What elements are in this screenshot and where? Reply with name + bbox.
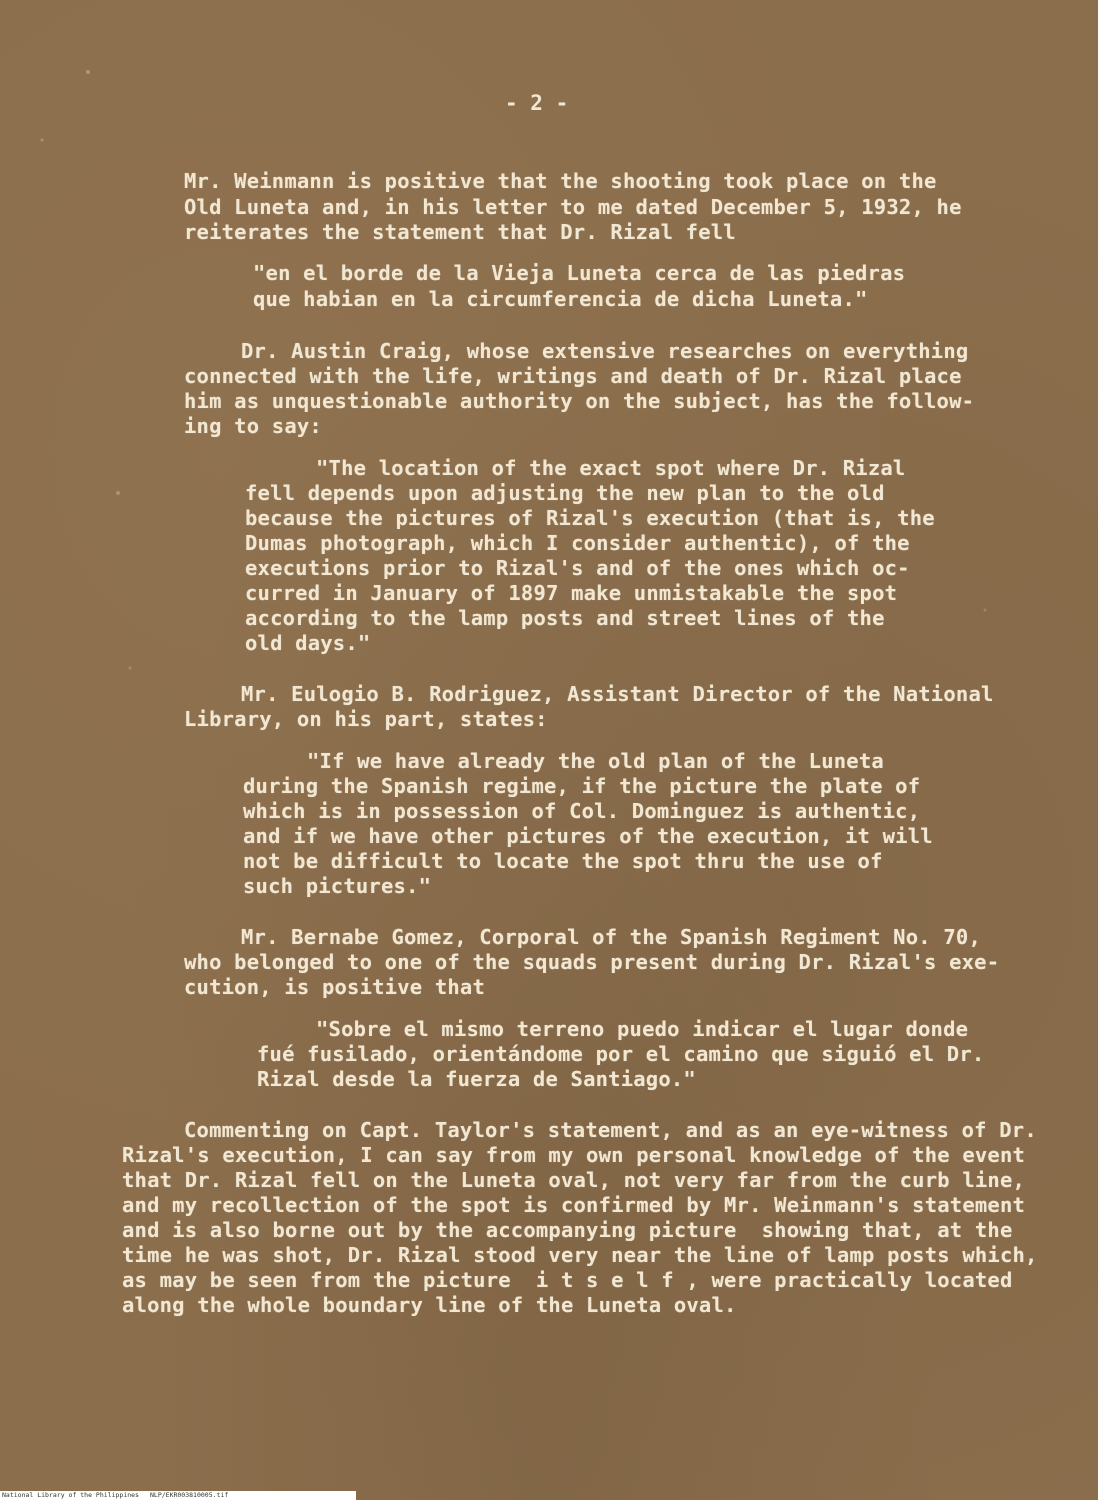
quote-line: during the Spanish regime, if the picture the plate of [243,774,921,798]
quote-line: Rizal desde la fuerza de Santiago." [257,1067,696,1091]
quote-line: fué fusilado, orientándome por el camino que siguió el Dr. [257,1042,985,1066]
quote-line: not be difficult to locate the spot thru the use of [243,849,883,873]
text-line: Mr. Weinmann is positive that the shooting took place on the [184,169,937,193]
scan-footer [0,1491,356,1500]
footer-source: National Library of the Philippines [2,1491,139,1499]
quote-line: which is in possession of Col. Dominguez is authentic, [243,799,921,823]
quote-line: "If we have already the old plan of the Luneta [307,749,884,773]
text-line: Commenting on Capt. Taylor's statement, and as an eye-witness of Dr. [184,1118,1037,1142]
text-line: that Dr. Rizal fell on the Luneta oval, not very far from the curb line, [122,1168,1026,1192]
quote-line: "en el borde de la Vieja Luneta cerca de las piedras [253,261,906,285]
quote-line: according to the lamp posts and street lines of the [245,606,885,630]
quote-line: curred in January of 1897 make unmistakable the spot [245,581,898,605]
text-line: him as unquestionable authority on the subject, has the follow- [184,389,975,413]
quote-line: such pictures." [243,874,432,898]
quote-line: fell depends upon adjusting the new plan to the old [245,481,885,505]
text-line: ing to say: [184,414,322,438]
quote-line: and if we have other pictures of the execution, it will [243,824,933,848]
quote-line: Dumas photograph, which I consider authentic), of the [245,531,910,555]
text-line: Library, on his part, states: [184,707,548,731]
quote-line: "Sobre el mismo terreno puedo indicar el lugar donde [316,1017,969,1041]
text-line: and my recollection of the spot is confirmed by Mr. Weinmann's statement [122,1193,1026,1217]
quote-line: executions prior to Rizal's and of the ones which oc- [245,556,910,580]
text-line: cution, is positive that [184,975,486,999]
footer-filename: NLP/EKR003810005.tif [150,1491,229,1499]
quote-line: old days." [245,631,371,655]
text-line: along the whole boundary line of the Luneta oval. [122,1293,737,1317]
text-line: Mr. Bernabe Gomez, Corporal of the Spanish Regiment No. 70, [241,925,981,949]
text-line: Dr. Austin Craig, whose extensive researches on everything [241,339,969,363]
page-number: - 2 - [505,91,569,115]
text-line: reiterates the statement that Dr. Rizal fell [184,220,736,244]
text-line: and is also borne out by the accompanying picture showing that, at the [122,1218,1013,1242]
text-line: Mr. Eulogio B. Rodriguez, Assistant Director of the National [241,682,994,706]
text-line: who belonged to one of the squads present during Dr. Rizal's exe- [184,950,1000,974]
text-line: Rizal's execution, I can say from my own personal knowledge of the event [122,1143,1026,1167]
text-line: connected with the life, writings and death of Dr. Rizal place [184,364,962,388]
text-line: as may be seen from the picture i t s e l f , were practically located [122,1268,1013,1292]
quote-line: because the pictures of Rizal's execution (that is, the [245,506,935,530]
text-line: time he was shot, Dr. Rizal stood very near the line of lamp posts which, [122,1243,1038,1267]
quote-line: "The location of the exact spot where Dr. Rizal [316,456,906,480]
quote-line: que habian en la circumferencia de dicha Luneta." [253,287,868,311]
text-line: Old Luneta and, in his letter to me dated December 5, 1932, he [184,195,962,219]
